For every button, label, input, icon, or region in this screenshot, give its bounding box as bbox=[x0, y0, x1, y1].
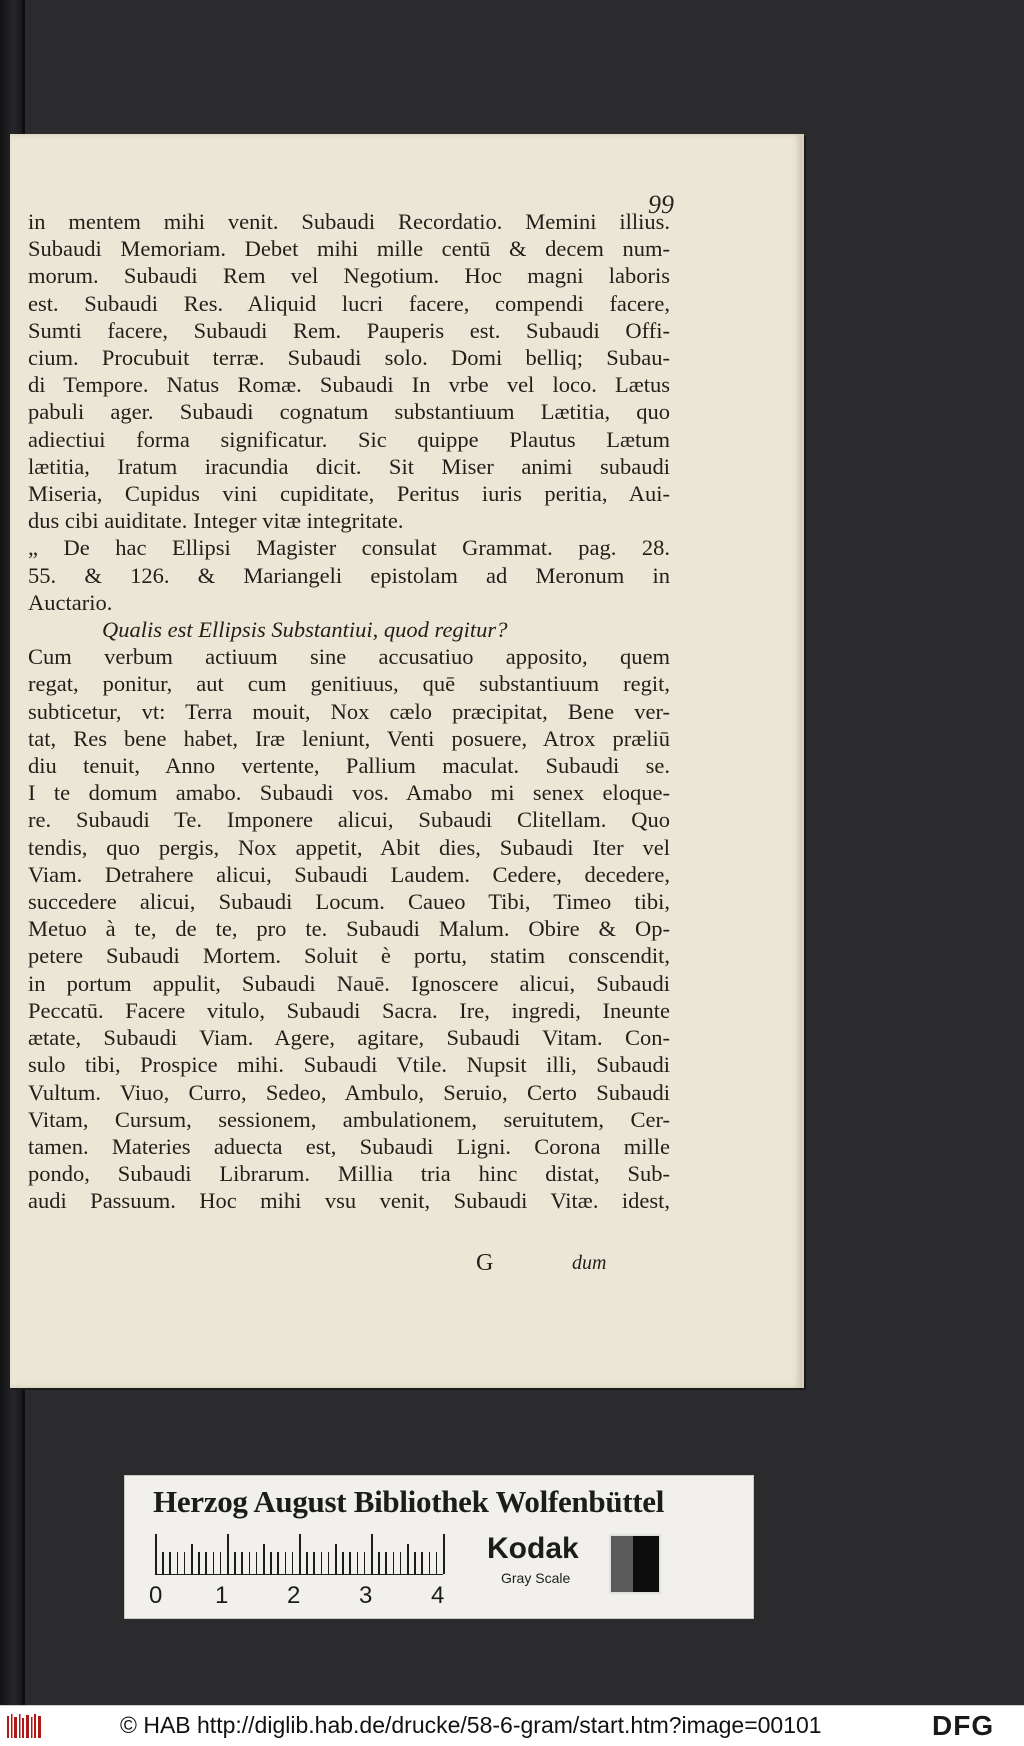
text-line: Viam. Detrahere alicui, Subaudi Laudem. Cedere, decedere, bbox=[28, 861, 670, 887]
ruler-tick bbox=[306, 1552, 308, 1574]
text-line: 55. & 126. & Mariangeli epistolam ad Meronum in bbox=[28, 562, 670, 588]
hab-barcode-icon bbox=[6, 1712, 44, 1740]
ruler-tick bbox=[270, 1552, 272, 1574]
text-line: succedere alicui, Subaudi Locum. Caueo Tibi, Timeo tibi, bbox=[28, 889, 670, 915]
source-link[interactable]: © HAB http://diglib.hab.de/drucke/58-6-gram/start.htm?image=00101 bbox=[120, 1712, 822, 1738]
text-line: regat, ponitur, aut cum genitiuus, quē substantiuum regit, bbox=[28, 671, 670, 697]
ruler-tick bbox=[162, 1552, 164, 1574]
ruler-tick bbox=[249, 1552, 251, 1574]
ruler-tick bbox=[213, 1552, 215, 1574]
ruler-tick bbox=[184, 1552, 186, 1574]
ruler-tick bbox=[400, 1552, 402, 1574]
text-line: diu tenuit, Anno vertente, Pallium maculat. Subaudi se. bbox=[28, 753, 670, 779]
ruler-tick bbox=[436, 1552, 438, 1574]
kodak-logo: Kodak bbox=[487, 1532, 579, 1565]
ruler-label: 0 bbox=[149, 1582, 163, 1609]
text-line: est. Subaudi Res. Aliquid lucri facere, compendi facere, bbox=[28, 290, 670, 316]
text-line: pondo, Subaudi Librarum. Millia tria hinc distat, Sub- bbox=[28, 1161, 670, 1187]
ruler-tick bbox=[371, 1534, 373, 1574]
ruler-tick bbox=[277, 1552, 279, 1574]
ruler-tick bbox=[241, 1552, 243, 1574]
ruler-tick bbox=[407, 1544, 409, 1574]
text-line: Metuo à te, de te, pro te. Subaudi Malum. Obire & Op- bbox=[28, 916, 670, 942]
text-line: Qualis est Ellipsis Substantiui, quod regitur? bbox=[102, 617, 508, 643]
ruler-tick bbox=[177, 1552, 179, 1574]
text-line: re. Subaudi Te. Imponere alicui, Subaudi Clitellam. Quo bbox=[28, 807, 670, 833]
page-footer-row bbox=[10, 1250, 650, 1280]
ruler-tick bbox=[349, 1552, 351, 1574]
text-line: Peccatū. Facere vitulo, Subaudi Sacra. Ire, ingredi, Ineunte bbox=[28, 997, 670, 1023]
ruler-tick bbox=[169, 1552, 171, 1574]
text-line: subticetur, vt: Terra mouit, Nox cælo præcipitat, Bene ver- bbox=[28, 698, 670, 724]
text-line: Subaudi Memoriam. Debet mihi mille centū & decem num- bbox=[28, 236, 670, 262]
color-calibration-card bbox=[124, 1475, 754, 1619]
ruler-tick bbox=[364, 1552, 366, 1574]
gray-scale-patch bbox=[609, 1534, 661, 1594]
ruler-tick bbox=[357, 1552, 359, 1574]
ruler-tick bbox=[414, 1552, 416, 1574]
ruler-tick bbox=[378, 1552, 380, 1574]
text-line: in mentem mihi venit. Subaudi Recordatio. Memini illius. bbox=[28, 209, 670, 234]
text-line: dus cibi auiditate. Integer vitæ integritate. bbox=[28, 508, 404, 534]
catchword: dum bbox=[572, 1252, 607, 1274]
gray-scale-label: Gray Scale bbox=[501, 1570, 571, 1586]
ruler-label: 1 bbox=[215, 1582, 229, 1609]
ruler-tick bbox=[292, 1552, 294, 1574]
text-line: tat, Res bene habet, Iræ leniunt, Venti posuere, Atrox præliū bbox=[28, 725, 670, 751]
ruler-label: 4 bbox=[431, 1582, 445, 1609]
text-line: Miseria, Cupidus vini cupiditate, Peritus iuris peritia, Aui- bbox=[28, 481, 670, 507]
text-line: sulo tibi, Prospice mihi. Subaudi Vtile. Nupsit illi, Subaudi bbox=[28, 1052, 670, 1078]
text-line: Vitam, Cursum, sessionem, ambulationem, seruitutem, Cer- bbox=[28, 1106, 670, 1132]
ruler-tick bbox=[328, 1552, 330, 1574]
ruler-tick bbox=[191, 1544, 193, 1574]
text-line: lætitia, Iratum iracundia dicit. Sit Miser animi subaudi bbox=[28, 453, 670, 479]
ruler-tick bbox=[285, 1552, 287, 1574]
ruler-tick bbox=[443, 1534, 445, 1574]
text-line: di Tempore. Natus Romæ. Subaudi In vrbe vel loco. Lætus bbox=[28, 372, 670, 398]
ruler-tick bbox=[263, 1544, 265, 1574]
text-line: petere Subaudi Mortem. Soluit è portu, statim conscendit, bbox=[28, 943, 670, 969]
text-line: tamen. Materies aduecta est, Subaudi Ligni. Corona mille bbox=[28, 1133, 670, 1159]
ruler-tick bbox=[321, 1552, 323, 1574]
text-line: cium. Procubuit terræ. Subaudi solo. Domi belliq; Subau- bbox=[28, 345, 670, 371]
text-line: Cum verbum actiuum sine accusatiuo apposito, quem bbox=[28, 644, 670, 670]
ruler-tick bbox=[335, 1544, 337, 1574]
ruler-tick bbox=[234, 1552, 236, 1574]
text-line: in portum appulit, Subaudi Nauē. Ignoscere alicui, Subaudi bbox=[28, 970, 670, 996]
ruler-tick bbox=[385, 1552, 387, 1574]
library-name: Herzog August Bibliothek Wolfenbüttel bbox=[153, 1484, 665, 1519]
signature-mark: G bbox=[476, 1250, 494, 1276]
ruler-tick bbox=[205, 1552, 207, 1574]
text-line: Vultum. Viuo, Curro, Sedeo, Ambulo, Seruio, Certo Subaudi bbox=[28, 1079, 670, 1105]
ruler-tick bbox=[155, 1534, 157, 1574]
text-line: tendis, quo pergis, Nox appetit, Abit dies, Subaudi Iter vel bbox=[28, 834, 670, 860]
scale-ruler bbox=[155, 1534, 443, 1575]
text-line: adiectiui forma significatur. Sic quippe Plautus Lætum bbox=[28, 426, 670, 452]
ruler-tick bbox=[429, 1552, 431, 1574]
ruler-tick bbox=[256, 1552, 258, 1574]
book-page bbox=[10, 134, 804, 1388]
ruler-tick bbox=[342, 1552, 344, 1574]
ruler-tick bbox=[421, 1552, 423, 1574]
text-line: morum. Subaudi Rem vel Negotium. Hoc magni laboris bbox=[28, 263, 670, 289]
text-line: ætate, Subaudi Viam. Agere, agitare, Subaudi Vitam. Con- bbox=[28, 1025, 670, 1051]
ruler-tick bbox=[220, 1552, 222, 1574]
ruler-label: 3 bbox=[359, 1582, 373, 1609]
page-text-block bbox=[28, 208, 670, 1215]
text-line: „ De hac Ellipsi Magister consulat Grammat. pag. 28. bbox=[28, 535, 670, 561]
text-line: pabuli ager. Subaudi cognatum substantiuum Lætitia, quo bbox=[28, 399, 670, 425]
ruler-tick bbox=[227, 1534, 229, 1574]
viewer-footer bbox=[0, 1705, 1024, 1746]
ruler-tick bbox=[299, 1534, 301, 1574]
ruler-tick bbox=[313, 1552, 315, 1574]
text-line: I te domum amabo. Subaudi vos. Amabo mi senex eloque- bbox=[28, 780, 670, 806]
ruler-tick bbox=[198, 1552, 200, 1574]
text-line: Sumti facere, Subaudi Rem. Pauperis est. Subaudi Offi- bbox=[28, 317, 670, 343]
page-number: 99 bbox=[648, 190, 674, 219]
dfg-logo: DFG bbox=[932, 1710, 995, 1741]
text-line: audi Passuum. Hoc mihi vsu venit, Subaudi Vitæ. idest, bbox=[28, 1188, 670, 1214]
ruler-tick bbox=[393, 1552, 395, 1574]
ruler-label: 2 bbox=[287, 1582, 301, 1609]
text-line: Auctario. bbox=[28, 589, 113, 615]
